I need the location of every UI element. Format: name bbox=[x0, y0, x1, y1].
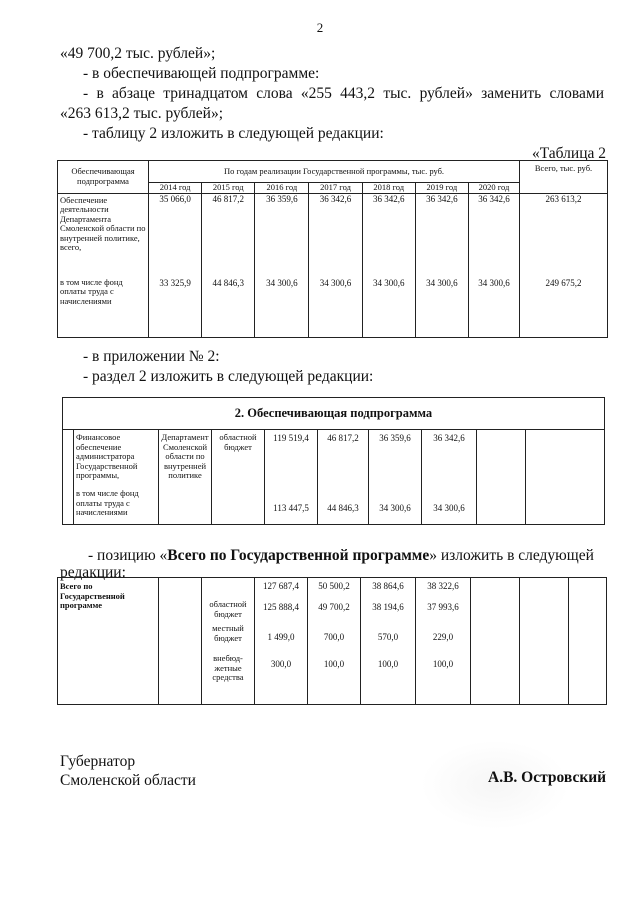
table1-total-cell: 263 613,2 249 675,2 bbox=[520, 193, 608, 338]
table3-cell: 38 864,6 38 194,6 570,0 100,0 bbox=[361, 578, 416, 705]
table1-cell: 36 359,6 34 300,6 bbox=[255, 193, 309, 338]
table3-label: Всего по Государственной программе bbox=[58, 578, 159, 705]
table3-empty-cell bbox=[569, 578, 607, 705]
table2-cell: 36 342,6 34 300,6 bbox=[422, 430, 477, 525]
table3-cell: 127 687,4 125 888,4 1 499,0 300,0 bbox=[255, 578, 308, 705]
table3-cell: 50 500,2 49 700,2 700,0 100,0 bbox=[308, 578, 361, 705]
table1-cell: 35 066,0 33 325,9 bbox=[148, 193, 201, 338]
table1-total-header: Всего, тыс. руб. bbox=[520, 161, 608, 194]
table2-section-title: 2. Обеспечивающая подпрограмма bbox=[63, 398, 605, 430]
table1-year: 2016 год bbox=[255, 183, 309, 194]
text-line-7: - в приложении № 2: bbox=[83, 348, 220, 365]
table3-empty-cell bbox=[520, 578, 569, 705]
table3-empty-cell bbox=[159, 578, 202, 705]
table1-year: 2015 год bbox=[202, 183, 255, 194]
signature-title-2: Смоленской области bbox=[60, 772, 196, 789]
text-line-8: - раздел 2 изложить в следующей редакции: bbox=[83, 368, 374, 385]
text-line-9: - позицию «Всего по Государственной программе» изложить в следующей bbox=[88, 547, 594, 564]
table1-year: 2019 год bbox=[415, 183, 468, 194]
table2-label-2: в том числе фонд оплаты труда с начислениями bbox=[76, 488, 139, 517]
signatory-name: А.В. Островский bbox=[488, 769, 607, 786]
text-line-4: «263 613,2 тыс. рублей»; bbox=[60, 105, 223, 122]
table2-source: областной бюджет bbox=[212, 430, 265, 525]
table1-cell: 36 342,6 34 300,6 bbox=[362, 193, 415, 338]
table2-empty-cell bbox=[477, 430, 526, 525]
table2-executor: Департамент Смоленской области по внутренней политике bbox=[159, 430, 212, 525]
table-2-caption: «Таблица 2 bbox=[531, 145, 606, 162]
table-2 bbox=[62, 397, 605, 525]
table2-cell: 119 519,4 113 447,5 bbox=[265, 430, 318, 525]
table1-year: 2014 год bbox=[148, 183, 201, 194]
text-line-3: - в абзаце тринадцатом слова «255 443,2 тыс. рублей» заменить словами bbox=[83, 85, 604, 102]
table3-empty-cell bbox=[471, 578, 520, 705]
text-line-1: «49 700,2 тыс. рублей»; bbox=[60, 45, 216, 62]
table1-cell: 46 817,2 44 846,3 bbox=[202, 193, 255, 338]
text-line-5: - таблицу 2 изложить в следующей редакции: bbox=[83, 125, 384, 142]
table2-label-1: Финансовое обеспечение администратора Государственной программы, bbox=[76, 432, 138, 480]
signature-title-1: Губернатор bbox=[60, 753, 136, 770]
table3-cell: 38 322,6 37 993,6 229,0 100,0 bbox=[416, 578, 471, 705]
table1-row-label bbox=[58, 193, 149, 338]
table2-cell: 46 817,2 44 846,3 bbox=[318, 430, 369, 525]
table1-cell: 36 342,6 34 300,6 bbox=[415, 193, 468, 338]
table1-row-label-2: в том числе фонд оплаты труда с начислениями bbox=[60, 276, 123, 306]
table2-cell: 36 359,6 34 300,6 bbox=[369, 430, 422, 525]
table-3 bbox=[57, 577, 607, 705]
table1-year: 2020 год bbox=[468, 183, 519, 194]
text-line-10: редакции: bbox=[60, 564, 126, 581]
table1-cell: 36 342,6 34 300,6 bbox=[309, 193, 362, 338]
table1-year: 2018 год bbox=[362, 183, 415, 194]
table1-group-header: По годам реализации Государственной программы, тыс. руб. bbox=[148, 161, 519, 183]
table3-source-col: областной бюджет местный бюджет внебюд-жетные средства bbox=[202, 578, 255, 705]
table2-label bbox=[74, 430, 159, 525]
table2-empty-cell bbox=[526, 430, 605, 525]
table-1 bbox=[57, 160, 608, 338]
table1-year: 2017 год bbox=[309, 183, 362, 194]
table1-col1-header: Обеспечивающая подпрограмма bbox=[58, 161, 149, 194]
table2-num-cell bbox=[63, 430, 74, 525]
text-line-2: - в обеспечивающей подпрограмме: bbox=[83, 65, 320, 82]
table1-cell: 36 342,6 34 300,6 bbox=[468, 193, 519, 338]
table1-row-label-1: Обеспечение деятельности Департамента Смоленской области по внутренней политике, всего, bbox=[60, 194, 146, 252]
page-number: 2 bbox=[316, 20, 324, 35]
